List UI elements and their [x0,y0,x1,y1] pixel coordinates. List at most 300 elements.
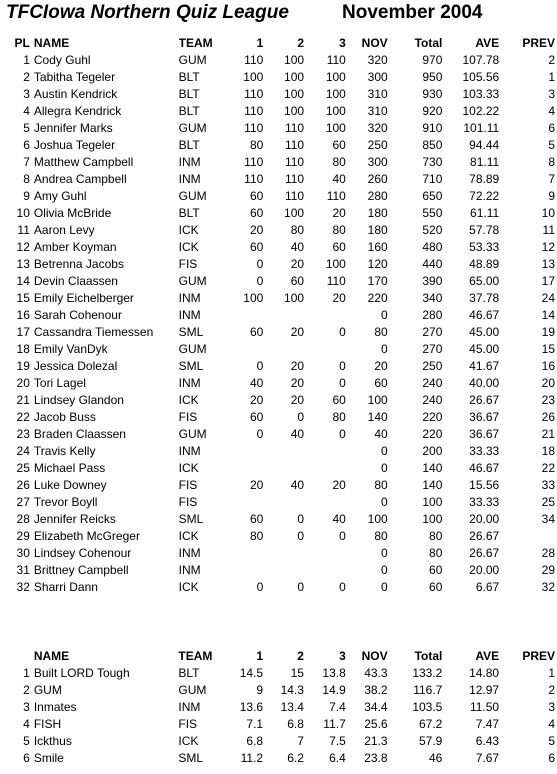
cell-prev: 25 [541,495,555,509]
cell-prev: 16 [541,359,555,373]
cell-team: FIS [178,410,198,424]
cell-rank: 9 [23,189,30,203]
cell-ave: 81.11 [470,155,500,169]
table-row [4,205,557,222]
cell-prev: 18 [541,444,555,458]
cell-nov: 320 [367,53,388,67]
cell-round-2: 14.3 [280,683,304,697]
cell-ave: 61.11 [470,206,500,220]
cell-round-3: 20 [332,206,346,220]
cell-round-3 [304,562,346,579]
cell-total: 60 [429,563,443,577]
cell-ave: 15.56 [469,478,500,492]
cell-round-3: 110 [326,189,346,203]
cell-ave: 53.33 [469,240,500,254]
cell-ave: 45.00 [469,342,500,356]
cell-round-3: 110 [326,53,346,67]
cell-round-1: 110 [244,87,264,101]
cell-rank: 22 [16,410,30,424]
cell-rank: 5 [23,734,30,748]
cell-nov: 0 [380,546,388,560]
cell-nov: 260 [367,172,388,186]
cell-total: 970 [422,53,443,67]
table-row [4,137,557,154]
cell-total: 930 [422,87,443,101]
col-header-total: Total [414,36,443,50]
col-header-ave: AVE [475,36,500,50]
table-row [4,375,557,392]
cell-prev: 4 [548,717,555,731]
cell-rank: 2 [23,683,30,697]
cell-round-1: 110 [244,104,264,118]
cell-nov: 100 [367,512,388,526]
cell-ave: 40.00 [469,376,500,390]
cell-team: ICK [178,461,199,475]
cell-round-3: 40 [332,512,346,526]
cell-total: 280 [422,308,443,322]
cell-rank: 20 [16,376,30,390]
cell-round-3: 13.8 [322,666,346,680]
cell-total: 920 [422,104,443,118]
table-row [4,477,557,494]
cell-ave: 20.00 [469,563,500,577]
table-row [4,750,557,767]
table-row [4,256,557,273]
cell-round-1 [224,460,264,477]
cell-nov: 310 [367,104,388,118]
cell-total: 520 [422,223,443,237]
cell-prev: 1 [548,666,555,680]
cell-rank: 30 [16,546,30,560]
cell-name: Austin Kendrick [33,87,118,101]
cell-round-1 [224,341,264,358]
cell-team: INM [178,700,201,714]
cell-total: 140 [422,478,443,492]
cell-nov: 0 [380,563,388,577]
col-header-name: NAME [33,649,70,663]
cell-name: Tabitha Tegeler [33,70,116,84]
cell-rank: 21 [16,393,30,407]
table-row [4,426,557,443]
cell-round-1: 100 [243,70,264,84]
cell-name: Allegra Kendrick [33,104,122,118]
cell-ave: 36.67 [469,427,500,441]
cell-total: 100 [422,495,443,509]
cell-round-2: 20 [290,376,305,390]
cell-rank: 10 [16,206,30,220]
cell-round-2: 7 [297,734,304,748]
table-row [4,545,557,562]
table-row [4,52,557,69]
cell-round-2: 100 [284,87,305,101]
cell-round-1 [224,545,264,562]
cell-prev: 13 [541,257,555,271]
cell-round-2: 0 [297,512,305,526]
cell-total: 46 [429,751,443,765]
cell-round-3: 80 [332,410,346,424]
cell-prev: 22 [541,461,555,475]
cell-round-2: 100 [284,53,305,67]
cell-team: GUM [178,683,207,697]
cell-name: Ickthus [33,734,72,748]
cell-rank: 5 [23,121,30,135]
cell-total: 80 [429,546,443,560]
cell-round-3: 0 [339,325,346,339]
cell-rank: 16 [16,308,30,322]
cell-ave: 48.89 [469,257,500,271]
cell-rank: 32 [16,580,30,594]
cell-round-3: 0 [339,427,346,441]
cell-rank: 19 [16,359,30,373]
cell-team: SML [178,325,204,339]
cell-round-1: 6.8 [246,734,264,748]
cell-nov: 300 [367,70,388,84]
cell-total: 710 [422,172,443,186]
cell-team: INM [178,546,201,560]
cell-team: INM [178,444,201,458]
cell-name: Matthew Campbell [33,155,134,169]
cell-prev: 29 [541,563,555,577]
cell-round-1: 7.1 [246,717,264,731]
cell-round-2: 110 [284,172,305,186]
table-row [4,392,557,409]
table-row [4,69,557,86]
cell-round-1: 60 [249,206,264,220]
cell-name: Amber Koyman [33,240,117,254]
cell-round-2: 110 [284,121,305,135]
col-header-round-2: 2 [297,649,304,663]
cell-team: GUM [178,189,207,203]
cell-round-1: 20 [249,478,264,492]
col-header-pl: PL [14,36,30,50]
cell-prev: 8 [548,155,555,169]
cell-total: 910 [422,121,443,135]
cell-name: Travis Kelly [33,444,96,458]
col-header-ave: AVE [475,649,500,663]
cell-prev: 28 [541,546,555,560]
cell-round-3 [304,494,346,511]
cell-total: 440 [422,257,443,271]
cell-name: Betrenna Jacobs [33,257,124,271]
cell-nov: 0 [380,444,388,458]
cell-name: GUM [33,683,62,697]
cell-team: GUM [178,53,207,67]
cell-name: Braden Claassen [33,427,126,441]
cell-team: ICK [178,393,199,407]
cell-team: BLT [178,138,200,152]
cell-round-1: 0 [256,359,264,373]
cell-round-2: 20 [290,393,305,407]
cell-team: ICK [178,223,199,237]
cell-nov: 0 [380,461,388,475]
table-row [4,86,557,103]
cell-name: Lindsey Glandon [33,393,124,407]
cell-name: Brittney Campbell [33,563,129,577]
cell-round-1: 110 [244,121,264,135]
cell-round-3: 20 [332,478,346,492]
cell-ave: 65.00 [469,274,500,288]
cell-nov: 220 [367,291,388,305]
cell-total: 390 [422,274,443,288]
col-header-name: NAME [33,36,70,50]
cell-prev: 23 [541,393,555,407]
cell-nov: 280 [367,189,388,203]
cell-name: Joshua Tegeler [33,138,116,152]
cell-round-3: 80 [332,155,346,169]
cell-nov: 0 [380,580,388,594]
table-row [4,120,557,137]
cell-round-1: 20 [249,393,264,407]
cell-round-3: 0 [339,376,346,390]
cell-name: Cody Guhl [33,53,91,67]
cell-rank: 17 [16,325,30,339]
cell-ave: 46.67 [469,461,500,475]
cell-team: INM [178,172,201,186]
cell-total: 250 [422,359,443,373]
cell-round-3: 100 [325,121,346,135]
cell-rank: 24 [16,444,30,458]
cell-name: Emily Eichelberger [33,291,134,305]
cell-round-3 [304,307,346,324]
cell-team: ICK [178,529,199,543]
cell-name: Michael Pass [33,461,106,475]
cell-rank: 7 [23,155,30,169]
cell-total: 850 [422,138,443,152]
cell-round-1: 110 [244,172,264,186]
cell-round-3: 7.5 [329,734,346,748]
cell-rank: 13 [16,257,30,271]
cell-team: FIS [178,717,198,731]
cell-round-3: 40 [332,172,346,186]
cell-round-2: 40 [290,427,305,441]
cell-name: Luke Downey [33,478,107,492]
cell-name: Devin Claassen [33,274,118,288]
cell-round-1: 0 [256,257,264,271]
cell-round-2: 0 [297,580,305,594]
cell-team: FIS [178,495,198,509]
cell-name: Andrea Campbell [33,172,127,186]
cell-round-1: 11.2 [240,751,264,765]
cell-round-1: 0 [256,427,264,441]
cell-prev: 1 [548,70,555,84]
cell-nov: 80 [374,325,388,339]
cell-rank: 27 [16,495,30,509]
cell-nov: 180 [367,223,388,237]
team-standings-table [4,648,557,767]
cell-round-3 [304,460,346,477]
cell-prev: 26 [541,410,555,424]
cell-round-3 [304,443,346,460]
table-row [4,528,557,545]
cell-round-2: 20 [290,325,305,339]
cell-round-3 [304,341,346,358]
table-row [4,358,557,375]
cell-ave: 26.67 [469,529,500,543]
period-title: November 2004 [342,2,483,23]
cell-rank: 14 [16,274,30,288]
cell-round-2: 13.4 [280,700,304,714]
cell-prev: 9 [548,189,555,203]
cell-team: FIS [178,478,198,492]
cell-nov: 0 [380,342,388,356]
cell-round-2: 110 [284,189,305,203]
cell-total: 103.5 [412,700,443,714]
cell-name: Elizabeth McGreger [33,529,140,543]
cell-round-2: 60 [290,274,305,288]
cell-round-1: 0 [256,580,264,594]
cell-ave: 6.67 [475,580,500,594]
cell-name: Jennifer Reicks [33,512,116,526]
cell-round-2: 15 [290,666,304,680]
cell-prev: 5 [548,734,555,748]
cell-total: 67.2 [419,717,443,731]
cell-team: ICK [178,734,199,748]
cell-team: BLT [178,206,200,220]
cell-round-3: 14.9 [322,683,346,697]
cell-round-1 [224,562,264,579]
cell-ave: 103.33 [462,87,500,101]
cell-team: BLT [178,70,200,84]
cell-round-1: 60 [249,512,264,526]
cell-round-2 [263,562,304,579]
table-row [4,716,557,733]
league-title: TFCIowa Northern Quiz League [6,2,289,23]
table-row [4,699,557,716]
cell-nov: 34.4 [364,700,388,714]
cell-name: Olivia McBride [33,206,112,220]
cell-ave: 101.11 [463,121,500,135]
cell-prev: 21 [541,427,555,441]
cell-round-3: 110 [326,274,346,288]
cell-total: 240 [422,393,443,407]
cell-name: Jessica Dolezal [33,359,118,373]
col-header-rank [4,648,34,665]
cell-team: SML [178,751,204,765]
cell-round-2: 110 [284,155,305,169]
cell-rank: 26 [16,478,30,492]
cell-total: 730 [422,155,443,169]
table-row [4,222,557,239]
cell-rank: 18 [16,342,30,356]
table-row [4,562,557,579]
cell-round-1: 80 [249,529,264,543]
cell-round-1 [224,494,264,511]
col-header-prev: PREV [522,649,555,663]
cell-ave: 37.78 [469,291,500,305]
cell-team: INM [178,291,201,305]
cell-round-1: 60 [249,189,264,203]
cell-round-2: 40 [290,478,305,492]
cell-nov: 140 [367,410,388,424]
cell-total: 240 [422,376,443,390]
cell-rank: 6 [23,138,30,152]
table-row [4,307,557,324]
cell-name: Smile [33,751,64,765]
cell-nov: 43.3 [364,666,388,680]
cell-team: BLT [178,104,200,118]
cell-round-3: 100 [325,87,346,101]
cell-round-2: 40 [290,240,305,254]
cell-name: Jennifer Marks [33,121,113,135]
cell-name: Jacob Buss [33,410,96,424]
cell-nov: 21.3 [364,734,388,748]
cell-rank: 31 [16,563,30,577]
col-header-round-3: 3 [339,649,346,663]
cell-nov: 0 [380,308,388,322]
cell-rank: 4 [23,717,30,731]
cell-round-3: 100 [325,70,346,84]
cell-total: 100 [422,512,443,526]
cell-nov: 120 [367,257,388,271]
cell-nov: 180 [367,206,388,220]
cell-rank: 11 [17,223,30,237]
cell-prev: 14 [541,308,555,322]
cell-round-3: 100 [325,104,346,118]
cell-total: 116.7 [413,683,443,697]
cell-rank: 8 [23,172,30,186]
cell-name: Built LORD Tough [33,666,130,680]
cell-prev: 4 [548,104,555,118]
cell-nov: 160 [367,240,388,254]
table-header-row [4,35,557,52]
cell-ave: 94.44 [469,138,500,152]
col-header-nov: NOV [361,649,388,663]
cell-prev: 5 [548,138,555,152]
page-header [6,2,551,28]
table-row [4,290,557,307]
cell-round-2 [263,460,304,477]
col-header-nov: NOV [361,36,388,50]
table-row [4,511,557,528]
cell-round-2: 100 [284,104,305,118]
cell-round-3: 60 [332,393,346,407]
cell-name: Inmates [33,700,77,714]
cell-round-2: 80 [290,223,305,237]
cell-name: Tori Lagel [33,376,86,390]
cell-team: INM [178,308,201,322]
cell-round-1 [224,307,264,324]
cell-total: 80 [429,529,443,543]
cell-round-3: 11.7 [323,717,346,731]
cell-prev: 6 [548,121,555,135]
cell-round-2: 100 [284,70,305,84]
cell-ave: 7.67 [475,751,500,765]
cell-round-1: 80 [249,138,264,152]
cell-prev: 20 [541,376,555,390]
cell-round-2: 20 [290,257,305,271]
table-row [4,733,557,750]
cell-ave: 36.67 [469,410,500,424]
cell-ave: 46.67 [469,308,500,322]
cell-total: 200 [422,444,443,458]
cell-total: 650 [422,189,443,203]
cell-total: 270 [422,325,443,339]
cell-ave: 26.67 [469,546,500,560]
cell-nov: 320 [367,121,388,135]
cell-round-1: 100 [243,291,264,305]
cell-prev: 12 [541,240,555,254]
cell-nov: 80 [374,529,388,543]
cell-round-3 [304,545,346,562]
cell-nov: 300 [367,155,388,169]
cell-name: Sharri Dann [33,580,98,594]
cell-team: GUM [178,342,207,356]
cell-prev: 10 [541,206,555,220]
cell-name: Emily VanDyk [33,342,108,356]
cell-round-3: 0 [339,529,346,543]
table-row [4,324,557,341]
cell-team: GUM [178,427,207,441]
